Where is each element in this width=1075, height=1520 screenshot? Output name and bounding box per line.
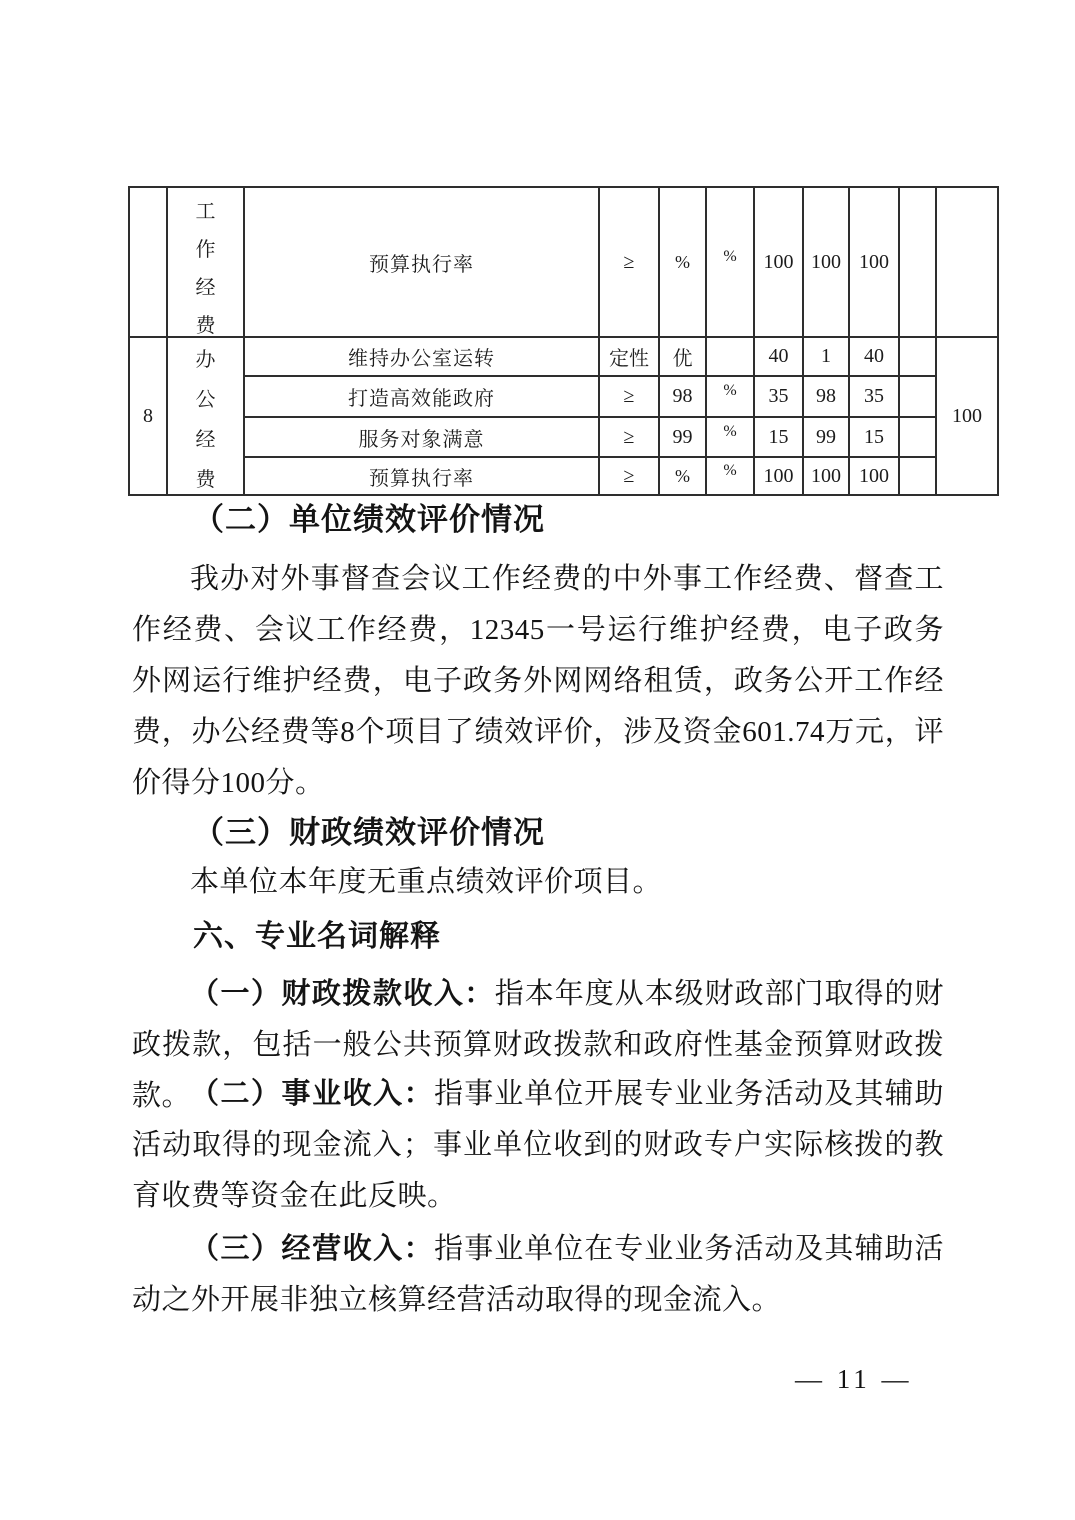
cell-extra [899,337,936,376]
cell-operator: ≥ [599,187,659,337]
cell-indicator: 维持办公室运转 [244,337,599,376]
cell-actual: 99 [803,417,849,457]
cell-indicator: 预算执行率 [244,187,599,337]
cell-actual: 1 [803,337,849,376]
cell-operator: ≥ [599,417,659,457]
term-label: （二）事业收入： [190,1078,435,1110]
category-char: 作 [195,239,216,261]
cell-operator: 定性 [599,337,659,376]
cell-indicator: 预算执行率 [244,457,599,495]
cell-score: 35 [849,376,899,417]
term-text: 指本年度从本级财政部门取得的财政拨款，包括一般公共预算财政拨款和政府性基金预算财政拨款。 [132,978,944,1112]
cell-score: 15 [849,417,899,457]
cell-operator: ≥ [599,457,659,495]
cell-unit: % [706,417,754,457]
performance-table-wrap [128,186,999,496]
table-row [129,376,998,417]
cell-weight: 35 [754,376,803,417]
category-char: 公 [195,389,216,411]
category-char: 费 [195,315,216,337]
cell-benchmark: % [659,457,706,495]
cell-weight: 15 [754,417,803,457]
cell-benchmark: % [659,187,706,337]
category-char: 办 [195,349,216,371]
cell-rowno: 8 [129,337,167,495]
category-char: 费 [195,469,216,491]
category-char: 经 [195,429,216,451]
cell-unit: % [706,187,754,337]
term-text: 指事业单位在专业业务活动及其辅助活动之外开展非独立核算经营活动取得的现金流入。 [132,1233,944,1316]
glossary-term-business-income [132,1224,944,1326]
cell-benchmark: 优 [659,337,706,376]
cell-score: 40 [849,337,899,376]
cell-weight: 100 [754,187,803,337]
heading-fiscal-evaluation: （三）财政绩效评价情况 [193,815,545,850]
term-text: 指事业单位开展专业业务活动及其辅助活动取得的现金流入；事业单位收到的财政专户实际核拨的教育收费等资金在此反映。 [132,1078,944,1212]
heading-unit-evaluation: （二）单位绩效评价情况 [193,502,545,537]
cell-extra [899,417,936,457]
cell-category-office-funds [167,337,244,495]
performance-table [128,186,999,496]
table-row [129,417,998,457]
cell-total: 100 [936,337,998,495]
vertical-label [168,350,243,490]
cell-benchmark: 99 [659,417,706,457]
paragraph-unit-evaluation: 我办对外事督查会议工作经费的中外事工作经费、督查工作经费、会议工作经费，12345一号运行维护经费，电子政务外网运行维护经费，电子政务外网网络租赁，政务公开工作经费，办公经费等8个项目了绩效评价，涉及资金601.74万元，评价得分100分。 [132,563,944,799]
cell-unit: % [706,376,754,417]
cell-unit [706,337,754,376]
cell-indicator: 打造高效能政府 [244,376,599,417]
glossary-term-operating-income [132,1069,944,1222]
cell-category-work-funds [167,187,244,337]
table-row [129,457,998,495]
table-row-office-funds [129,337,998,376]
cell-operator: ≥ [599,376,659,417]
cell-total [936,187,998,337]
cell-extra [899,457,936,495]
cell-weight: 40 [754,337,803,376]
category-char: 工 [195,201,216,223]
cell-rowno [129,187,167,337]
heading-glossary: 六、专业名词解释 [193,920,441,953]
term-label: （三）经营收入： [190,1233,435,1265]
vertical-label [168,202,243,336]
cell-actual: 98 [803,376,849,417]
paragraph-fiscal-evaluation: 本单位本年度无重点绩效评价项目。 [190,866,663,898]
cell-actual: 100 [803,187,849,337]
table-row-work-funds [129,187,998,337]
term-label: （一）财政拨款收入： [190,978,495,1010]
cell-score: 100 [849,187,899,337]
cell-score: 100 [849,457,899,495]
cell-benchmark: 98 [659,376,706,417]
page-number: — 11 — [795,1364,913,1394]
cell-extra [899,187,936,337]
cell-extra [899,376,936,417]
cell-unit: % [706,457,754,495]
cell-weight: 100 [754,457,803,495]
cell-actual: 100 [803,457,849,495]
category-char: 经 [195,277,216,299]
cell-indicator: 服务对象满意 [244,417,599,457]
